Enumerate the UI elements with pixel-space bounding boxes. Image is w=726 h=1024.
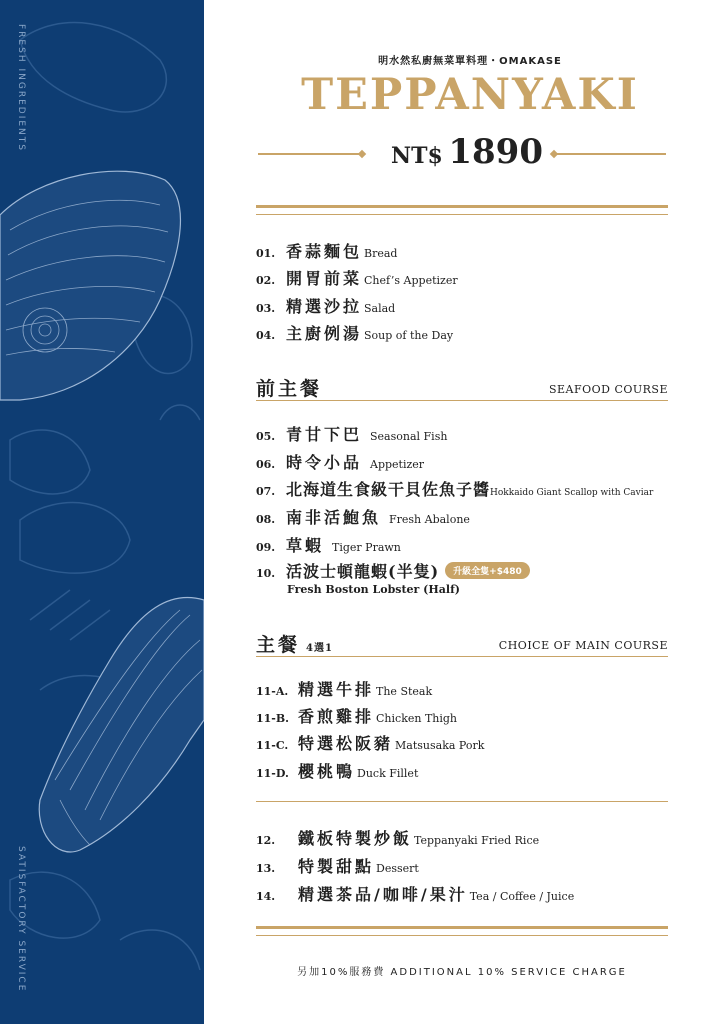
price-divider-right (554, 153, 666, 155)
item-name-en: Matsusaka Pork (395, 739, 485, 752)
item-name-zh: 櫻桃鴨 (298, 762, 356, 781)
seafood-illustration (0, 0, 204, 1024)
menu-item-05 (256, 422, 447, 445)
menu-title: TEPPANYAKI (301, 70, 639, 120)
item-name-en: Teppanyaki Fried Rice (414, 834, 540, 847)
menu-item-11d (256, 759, 418, 782)
item-name-en: Fresh Boston Lobster (Half) (287, 583, 461, 596)
item-number: 05. (256, 430, 276, 443)
item-name-zh: 北海道生食級干貝佐魚子醬 (286, 480, 491, 499)
item-name-en: Chef’s Appetizer (364, 274, 458, 287)
item-name-zh: 香蒜麵包 (286, 242, 363, 261)
section-title-en: CHOICE OF MAIN COURSE (498, 639, 668, 652)
menu-item-10 (256, 559, 530, 582)
section-title-zh: 前主餐 (256, 378, 323, 400)
item-name-zh: 精選茶品/咖啡/果汁 (298, 885, 468, 904)
item-name-zh: 青甘下巴 (286, 425, 363, 444)
side-text-satisfactory-service: SATISFACTORY SERVICE (16, 846, 26, 993)
price-divider-left (258, 153, 362, 155)
item-name-zh: 特製甜點 (298, 857, 375, 876)
menu-item-08 (256, 505, 470, 528)
menu-item-04 (256, 321, 453, 344)
item-number: 07. (256, 485, 276, 498)
section-divider (256, 656, 668, 657)
menu-item-13 (256, 854, 419, 877)
section-main-heading (256, 630, 668, 654)
item-number: 11-B. (256, 712, 289, 725)
price-row (256, 130, 668, 174)
price (376, 132, 558, 172)
item-name-en: Soup of the Day (364, 329, 454, 342)
side-text-fresh-ingredients: FRESH INGREDIENTS (16, 24, 26, 152)
price-currency: NT$ (390, 143, 443, 169)
section-title-en: SEAFOOD COURSE (548, 383, 668, 396)
item-name-zh: 開胃前菜 (286, 269, 363, 288)
item-name-en: Seasonal Fish (370, 430, 448, 443)
item-number: 08. (256, 513, 276, 526)
menu-item-09 (256, 533, 401, 556)
section-choice-note: 4選1 (306, 643, 333, 654)
item-name-en: The Steak (376, 685, 433, 698)
item-number: 14. (256, 890, 276, 903)
menu-item-03 (256, 294, 395, 317)
item-number: 06. (256, 458, 276, 471)
item-number: 13. (256, 862, 276, 875)
upgrade-badge: 升級全隻+$480 (445, 562, 530, 579)
item-name-zh: 精選牛排 (298, 680, 375, 699)
menu-item-11c (256, 731, 484, 754)
item-number: 11-C. (256, 739, 289, 752)
item-name-zh: 鐵板特製炒飯 (298, 829, 413, 848)
item-name-zh: 香煎雞排 (298, 707, 375, 726)
menu-item-12 (256, 826, 539, 849)
section-title-zh-text: 主餐 (256, 634, 301, 656)
item-name-en: Duck Fillet (357, 767, 419, 780)
item-number: 03. (256, 302, 276, 315)
item-name-en: Salad (364, 302, 396, 315)
item-name-zh: 時令小品 (286, 453, 363, 472)
item-name-en: Tea / Coffee / Juice (469, 890, 575, 903)
item-name-en: Tiger Prawn (332, 541, 401, 554)
item-name-en: Fresh Abalone (389, 513, 470, 526)
section-divider (256, 801, 668, 802)
item-number: 04. (256, 329, 276, 342)
item-number: 11-D. (256, 767, 289, 780)
item-name-en: Hokkaido Giant Scallop with Caviar (490, 488, 654, 498)
section-divider (256, 400, 668, 401)
price-amount: 1890 (448, 132, 543, 172)
item-name-en: Dessert (376, 862, 419, 875)
item-number: 11-A. (256, 685, 289, 698)
item-name-zh: 活波士頓龍蝦(半隻) (286, 562, 440, 581)
menu-item-06 (256, 450, 424, 473)
item-name-zh: 特選松阪豬 (298, 734, 394, 753)
item-name-en: Bread (364, 247, 398, 260)
decorative-side-panel (0, 0, 204, 1024)
menu-item-11b (256, 704, 457, 727)
item-number: 10. (256, 567, 276, 580)
menu-item-01 (256, 239, 397, 262)
item-name-en: Appetizer (370, 458, 425, 471)
restaurant-subtitle: 明水然私廚無菜單料理・OMAKASE (378, 56, 562, 67)
section-seafood-heading (256, 374, 668, 398)
item-name-zh: 主廚例湯 (286, 324, 363, 343)
menu-item-02 (256, 266, 458, 289)
section-title-zh (256, 630, 333, 657)
menu-item-14 (256, 882, 574, 905)
menu-item-07 (256, 477, 653, 500)
service-charge-note: 另加10%服務費 ADDITIONAL 10% SERVICE CHARGE (297, 967, 627, 978)
menu-item-11a (256, 677, 432, 700)
item-number: 12. (256, 834, 276, 847)
item-name-zh: 草蝦 (286, 536, 325, 555)
item-number: 01. (256, 247, 276, 260)
footer-divider (256, 926, 668, 936)
item-name-en: Chicken Thigh (376, 712, 458, 725)
item-number: 09. (256, 541, 276, 554)
item-number: 02. (256, 274, 276, 287)
item-name-zh: 南非活鮑魚 (286, 508, 382, 527)
header-divider (256, 205, 668, 215)
item-name-zh: 精選沙拉 (286, 297, 363, 316)
